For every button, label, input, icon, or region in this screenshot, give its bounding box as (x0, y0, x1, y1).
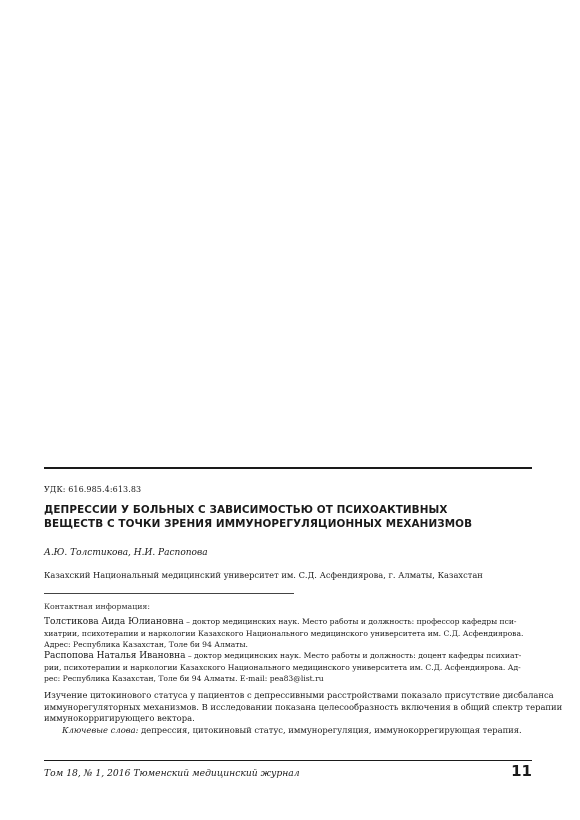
abstract-line: иммунокорригирующего вектора. (44, 713, 195, 723)
page-number: 11 (511, 762, 532, 780)
contact-text: рии, психотерапии и наркологии Казахского Национального медицинского университета им. С.Д. Асфендиярова. Ад- (44, 663, 521, 672)
contact-text: – доктор медицинских наук. Место работы и должность: профессор кафедры пси- (183, 617, 517, 626)
contact-text: хиатрии, психотерапии и наркологии Казахского Национального медицинского университета им. С.Д. Асфендиярова. (44, 629, 524, 638)
title-line: ДЕПРЕССИИ У БОЛЬНЫХ С ЗАВИСИМОСТЬЮ ОТ ПСИХОАКТИВНЫХ (44, 504, 448, 516)
title-line: ВЕЩЕСТВ С ТОЧКИ ЗРЕНИЯ ИММУНОРЕГУЛЯЦИОННЫХ МЕХАНИЗМОВ (44, 518, 473, 530)
contact-text: Адрес: Республика Казахстан, Толе би 94 Алматы. (44, 640, 248, 649)
contact-text: рес: Республика Казахстан, Толе би 94 Алматы. E-mail: pea83@list.ru (44, 674, 324, 683)
abstract-line: иммунорегуляторных механизмов. В исследовании показана целесообразность включения в общий спектр терапии (44, 701, 563, 712)
header-rule (44, 467, 532, 469)
contact-name: Распопова Наталья Ивановна (44, 651, 186, 661)
contact-name: Толстикова Аида Юлиановна (44, 617, 184, 627)
article-title (44, 503, 534, 531)
keywords-text: депрессия, цитокиновый статус, иммунорегуляция, иммунокоррегирующая терапия. (138, 724, 522, 735)
section-rule (44, 593, 294, 594)
keywords-label: Ключевые слова: (62, 724, 139, 735)
keywords (44, 725, 536, 737)
affiliation: Казахский Национальный медицинский университет им. С.Д. Асфендиярова, г. Алматы, Казахстан (44, 570, 483, 580)
footer-rule (44, 760, 532, 761)
contact-text: – доктор медицинских наук. Место работы и должность: доцент кафедры психиат- (185, 651, 522, 660)
udc-code: УДК: 616.985.4:613.83 (44, 485, 142, 494)
abstract (44, 690, 563, 736)
authors: А.Ю. Толстикова, Н.И. Распопова (44, 548, 208, 558)
contact-entry (44, 616, 534, 650)
contact-entry (44, 650, 534, 684)
journal-footer: Том 18, № 1, 2016 Тюменский медицинский журнал (44, 768, 300, 779)
contact-label: Контактная информация: (44, 602, 150, 611)
abstract-line: Изучение цитокинового статуса у пациентов с депрессивными расстройствами показало присутствие дисбаланса (44, 690, 554, 700)
